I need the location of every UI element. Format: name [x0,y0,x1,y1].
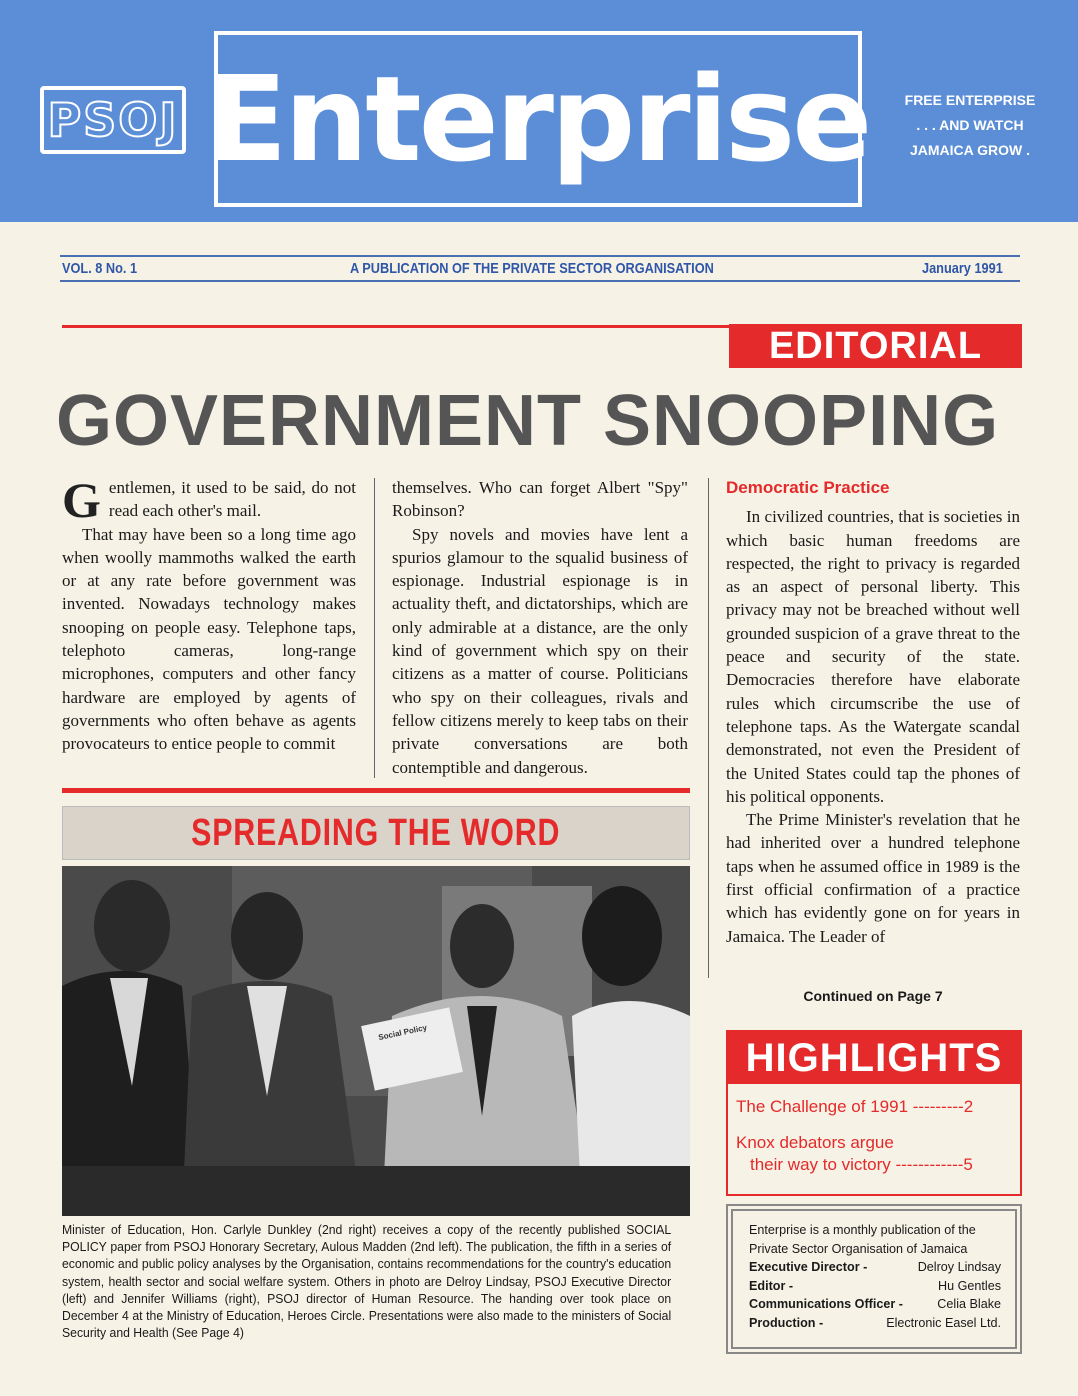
credit-row [749,1258,1001,1277]
masthead [0,0,1078,222]
publisher-line: A PUBLICATION OF THE PRIVATE SECTOR ORGANISATION [350,260,714,277]
publication-title-box [206,31,870,207]
col1-paragraph-1 [62,472,356,528]
col2-paragraph-2: Spy novels and movies have lent a spurios glamour to the squalid business of espionage. Industrial espionage is in actuality theft, and dictatorships, which are only admirable at a distance, are the only kind of government which spy on their citizens as a matter of course. Politicians who spy on their colleagues, rivals and fellow citizens merely to keep tabs on their private conversations are both contemptible and dangerous. [392,524,688,777]
credit-role: Executive Director - [749,1260,868,1274]
column-divider-2 [708,478,709,978]
highlights-title: HIGHLIGHTS [728,1032,1020,1084]
editorial-rule [62,325,729,328]
booklet-label: Social Policy [377,1022,428,1043]
credit-row [749,1314,1001,1333]
credit-role: Production - [749,1315,824,1330]
credit-name: Electronic Easel Ltd. [886,1315,1001,1330]
psoj-logo [40,86,186,154]
slogan [880,88,1060,163]
credits-box [726,1204,1022,1354]
volume-number: VOL. 8 No. 1 [62,260,138,277]
democratic-practice-subhead: Democratic Practice [726,478,890,497]
credit-row [749,1295,1001,1314]
slogan-line-2: . . . AND WATCH [916,117,1024,133]
editorial-column-1 [62,472,356,756]
publication-title: Enterprise [206,50,870,188]
col2-paragraph-1: themselves. Who can forget Albert "Spy" Robinson? [392,478,688,521]
handover-photo [62,866,690,1216]
photo-caption: Minister of Education, Hon. Carlyle Dunkley (2nd right) receives a copy of the recently published SOCIAL POLICY paper from PSOJ Honorary Secretary, Aulous Madden (2nd left). The publication, the fifth in a series of economic and public policy analyses by the Organisation, contains recommendations for the country's education system, health sector and social welfare system. Others in photo are Delroy Lindsay, PSOJ Executive Director (left) and Jennifer Williams (right), PSOJ director of Human Resource. The handing over took place on December 4 at the Ministry of Education, Heroes Circle. Presentations were also made to the ministers of Social Security and Health (See Page 4) [62,1223,672,1341]
credits-intro-2: Private Sector Organisation of Jamaica [749,1241,968,1256]
credit-row [749,1277,1001,1296]
issue-date: January 1991 [922,260,1003,277]
credit-name: Celia Blake [937,1297,1001,1311]
col3-paragraph-2: The Prime Minister's revelation that he had inherited over a hundred telephone taps when he assumed office in 1989 is the first official confirmation of a practice which has evidently gone on for years in Jamaica. The Leader of [726,810,1020,946]
feature-rule [62,788,690,793]
credit-name: Hu Gentles [938,1278,1001,1293]
feature-banner [62,806,690,860]
highlight-item[interactable] [728,1132,1020,1176]
credit-role: Communications Officer - [749,1297,903,1311]
col1-paragraph-1-text: entlemen, it used to be said, do not read each other's mail. [108,478,356,521]
credit-name: Delroy Lindsay [917,1260,1001,1274]
highlight-item[interactable] [728,1096,1020,1118]
feature-banner-text: SPREADING THE WORD [191,811,561,854]
slogan-line-3: JAMAICA GROW . [909,142,1031,158]
editorial-headline: GOVERNMENT SNOOPING [56,381,1000,461]
meta-rule-top [60,255,1020,257]
handover-photo-illustration [62,866,690,1216]
highlight-item-line: The Challenge of 1991 ---------2 [736,1097,974,1116]
editorial-column-2 [392,476,688,779]
column-divider-1 [374,478,375,778]
psoj-logo-text: PSOJ [47,93,179,147]
highlights-box [726,1030,1022,1196]
continued-note: Continued on Page 7 [803,988,943,1004]
col3-paragraph-1: In civilized countries, that is societies in which basic human freedoms are respected, the right to privacy is regarded as an aspect of personal liberty. This privacy may not be breached without well grounded suspicion of a grave threat to the peace and security of the state. Democracies therefore have elaborate rules which circumscribe the use of telephone taps. As the Watergate scandal demonstrated, not even the President of the United States could tap the phones of his political opponents. [726,507,1020,806]
highlight-item-line: Knox debators argue [736,1133,894,1152]
credits-intro-1: Enterprise is a monthly publication of the [749,1223,976,1237]
editorial-column-3 [726,476,1020,948]
editorial-tag: EDITORIAL [729,324,1022,368]
meta-rule-bottom [60,280,1020,282]
highlight-item-line-2: their way to victory ------------5 [750,1155,973,1174]
col1-paragraph-2: That may have been so a long time ago when woolly mammoths walked the earth or at any rate before government was invented. Nowadays technology makes snooping on people easy. Telephone taps, telephoto cameras, long-range microphones, computers and other fancy hardware are employed by agents of governments who often behave as agents provocateurs to entice people to commit [62,524,356,754]
slogan-line-1: FREE ENTERPRISE [904,92,1036,108]
credit-role: Editor - [749,1278,794,1293]
drop-cap: G [62,472,101,528]
